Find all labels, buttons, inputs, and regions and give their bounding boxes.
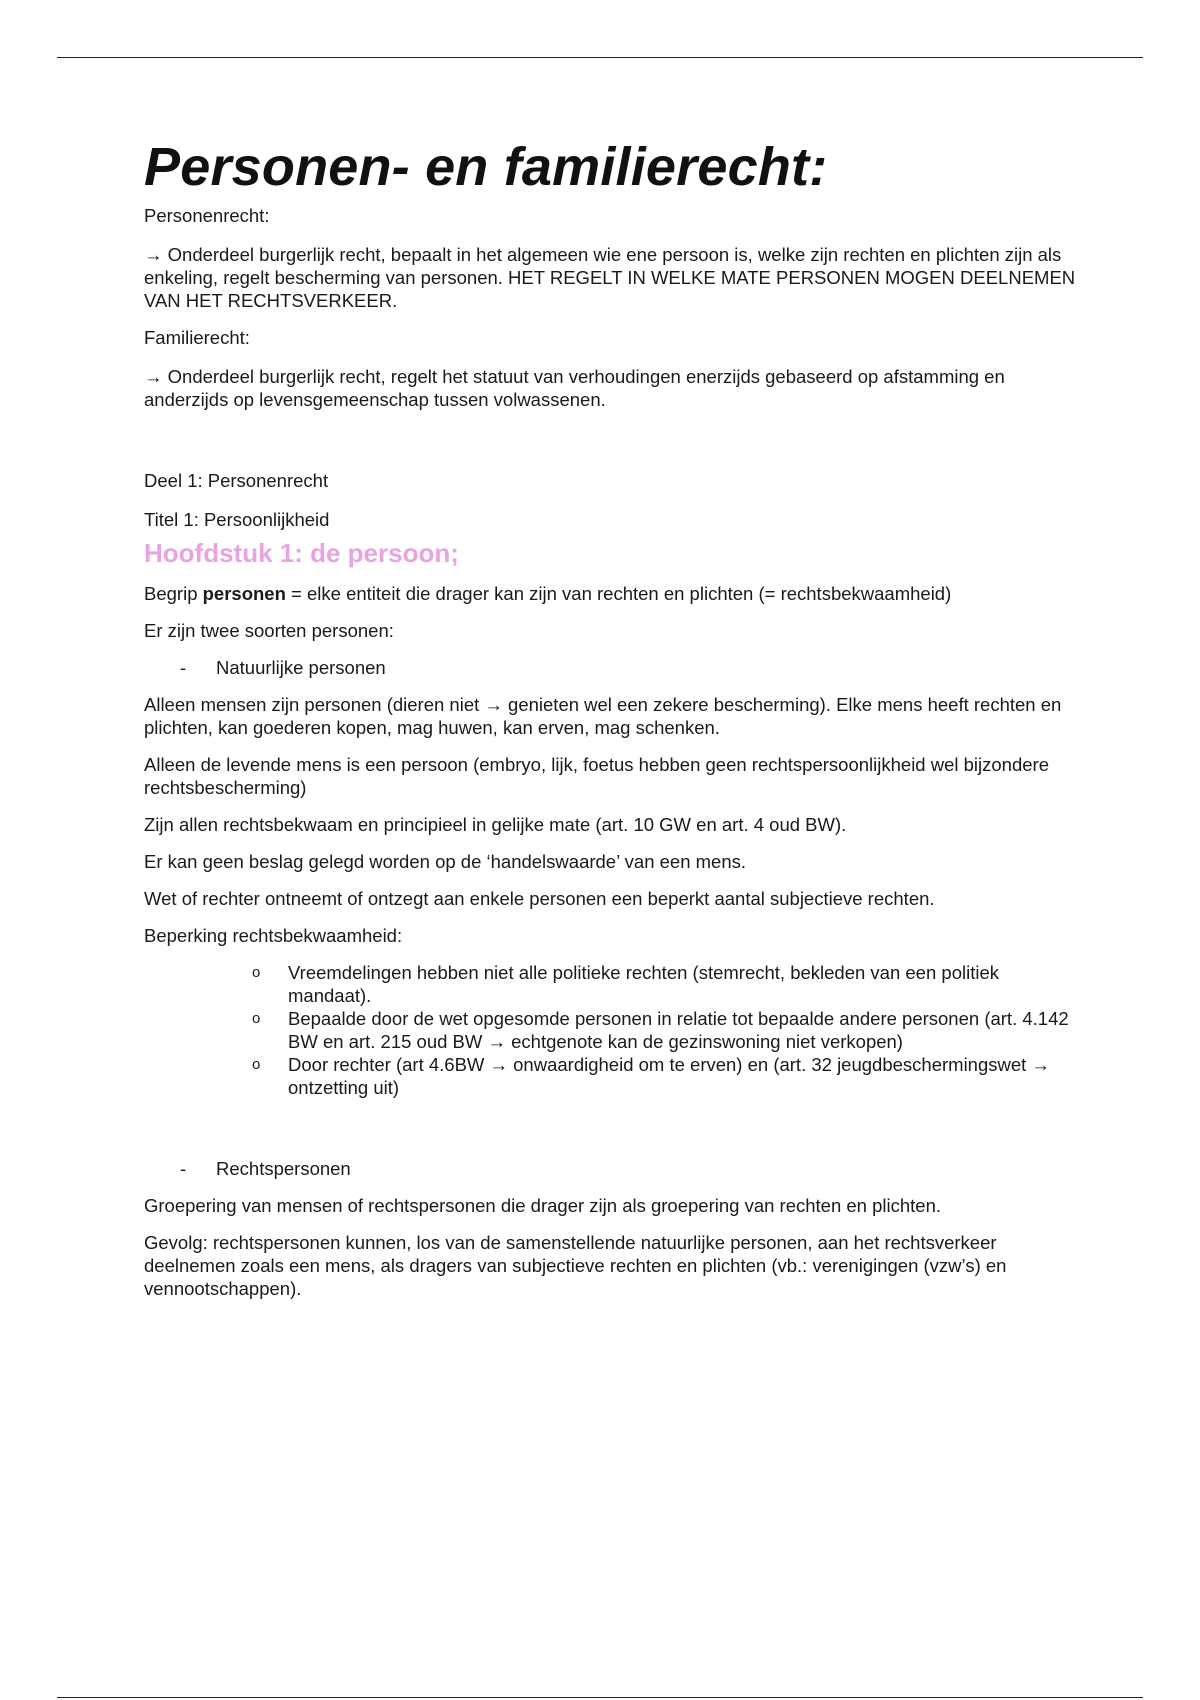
soorten-paragraph: Er zijn twee soorten personen: (144, 619, 394, 641)
document-title: Personen- en familierecht: (144, 137, 828, 197)
rechtspersonen-label: Rechtspersonen (216, 1157, 351, 1179)
paragraph-gevolg: Gevolg: rechtspersonen kunnen, los van de samenstellende natuurlijke personen, aan het rechtsverkeer deelnemen zoals een mens, als dragers van subjectieve rechten en plichten (vb.: verenigingen (vzw’s) en vennootschappen). (144, 1231, 1007, 1299)
paragraph-groepering: Groepering van mensen of rechtspersonen die drager zijn als groepering van rechten en plichten. (144, 1194, 942, 1216)
deel-heading: Deel 1: Personenrecht (144, 470, 329, 491)
dash-marker: - (180, 1157, 187, 1179)
personenrecht-label: Personenrecht: (144, 205, 270, 226)
paragraph-mensen: Alleen mensen zijn personen (dieren niet → genieten wel een zekere bescherming). Elke mens heeft rechten en plichten, kan goederen kopen, mag huwen, kan erven, mag schenken. (144, 693, 1062, 738)
list-item-rechtspersonen (144, 1157, 1084, 1180)
paragraph-handelswaarde: Er kan geen beslag gelegd worden op de ‘handelswaarde’ van een mens. (144, 850, 747, 872)
chapter-heading: Hoofdstuk 1: de persoon; (144, 538, 459, 568)
circle-bullet-icon: o (252, 963, 261, 981)
paragraph-rechtsbekwaam: Zijn allen rechtsbekwaam en principieel in gelijke mate (art. 10 GW en art. 4 oud BW). (144, 813, 847, 835)
beperking-label: Beperking rechtsbekwaamheid: (144, 924, 403, 946)
paragraph-levende-mens: Alleen de levende mens is een persoon (embryo, lijk, foetus hebben geen rechtspersoonlijkheid wel bijzondere rechtsbescherming) (144, 753, 1049, 798)
beperking-list (144, 961, 1084, 1099)
document-body (144, 137, 1084, 1314)
familierecht-definition: → Onderdeel burgerlijk recht, regelt het statuut van verhoudingen enerzijds gebaseerd op afstamming en anderzijds op levensgemeenschap tussen volwassenen. (144, 366, 1005, 410)
begrip-prefix: Begrip (144, 582, 198, 604)
circle-bullet-icon: o (252, 1009, 261, 1027)
paragraph-wet-of-rechter: Wet of rechter ontneemt of ontzegt aan enkele personen een beperkt aantal subjectieve rechten. (144, 887, 935, 909)
begrip-definition: = elke entiteit die drager kan zijn van rechten en plichten (= rechtsbekwaamheid) (291, 582, 952, 604)
begrip-term: personen (202, 582, 286, 604)
personenrecht-definition: → Onderdeel burgerlijk recht, bepaalt in het algemeen wie ene persoon is, welke zijn rechten en plichten zijn als enkeling, regelt bescherming van personen. HET REGELT IN WELKE MATE PERSONEN MOGEN DEELNEMEN VAN HET RECHTSVERKEER. (144, 244, 1076, 311)
list-item (144, 1053, 1084, 1099)
begrip-paragraph (144, 582, 1084, 605)
familierecht-label: Familierecht: (144, 327, 250, 348)
list-item (144, 1007, 1084, 1053)
beperking-item-text: Door rechter (art 4.6BW → onwaardigheid om te erven) en (art. 32 jeugdbeschermingswet → ontzetting uit) (288, 1053, 1050, 1098)
beperking-item-text: Bepaalde door de wet opgesomde personen in relatie tot bepaalde andere personen (art. 4.142 BW en art. 215 oud BW → echtgenote kan de gezinswoning niet verkopen) (288, 1007, 1069, 1052)
circle-bullet-icon: o (252, 1055, 261, 1073)
dash-marker: - (180, 656, 187, 678)
beperking-item-text: Vreemdelingen hebben niet alle politieke rechten (stemrecht, bekleden van een politiek mandaat). (288, 961, 999, 1006)
top-rule (57, 57, 1143, 58)
bottom-rule (57, 1697, 1143, 1698)
titel-heading: Titel 1: Persoonlijkheid (144, 509, 330, 530)
list-item (144, 961, 1084, 1007)
natuurlijke-personen-label: Natuurlijke personen (216, 656, 386, 678)
list-item-natuurlijke (144, 656, 1084, 679)
